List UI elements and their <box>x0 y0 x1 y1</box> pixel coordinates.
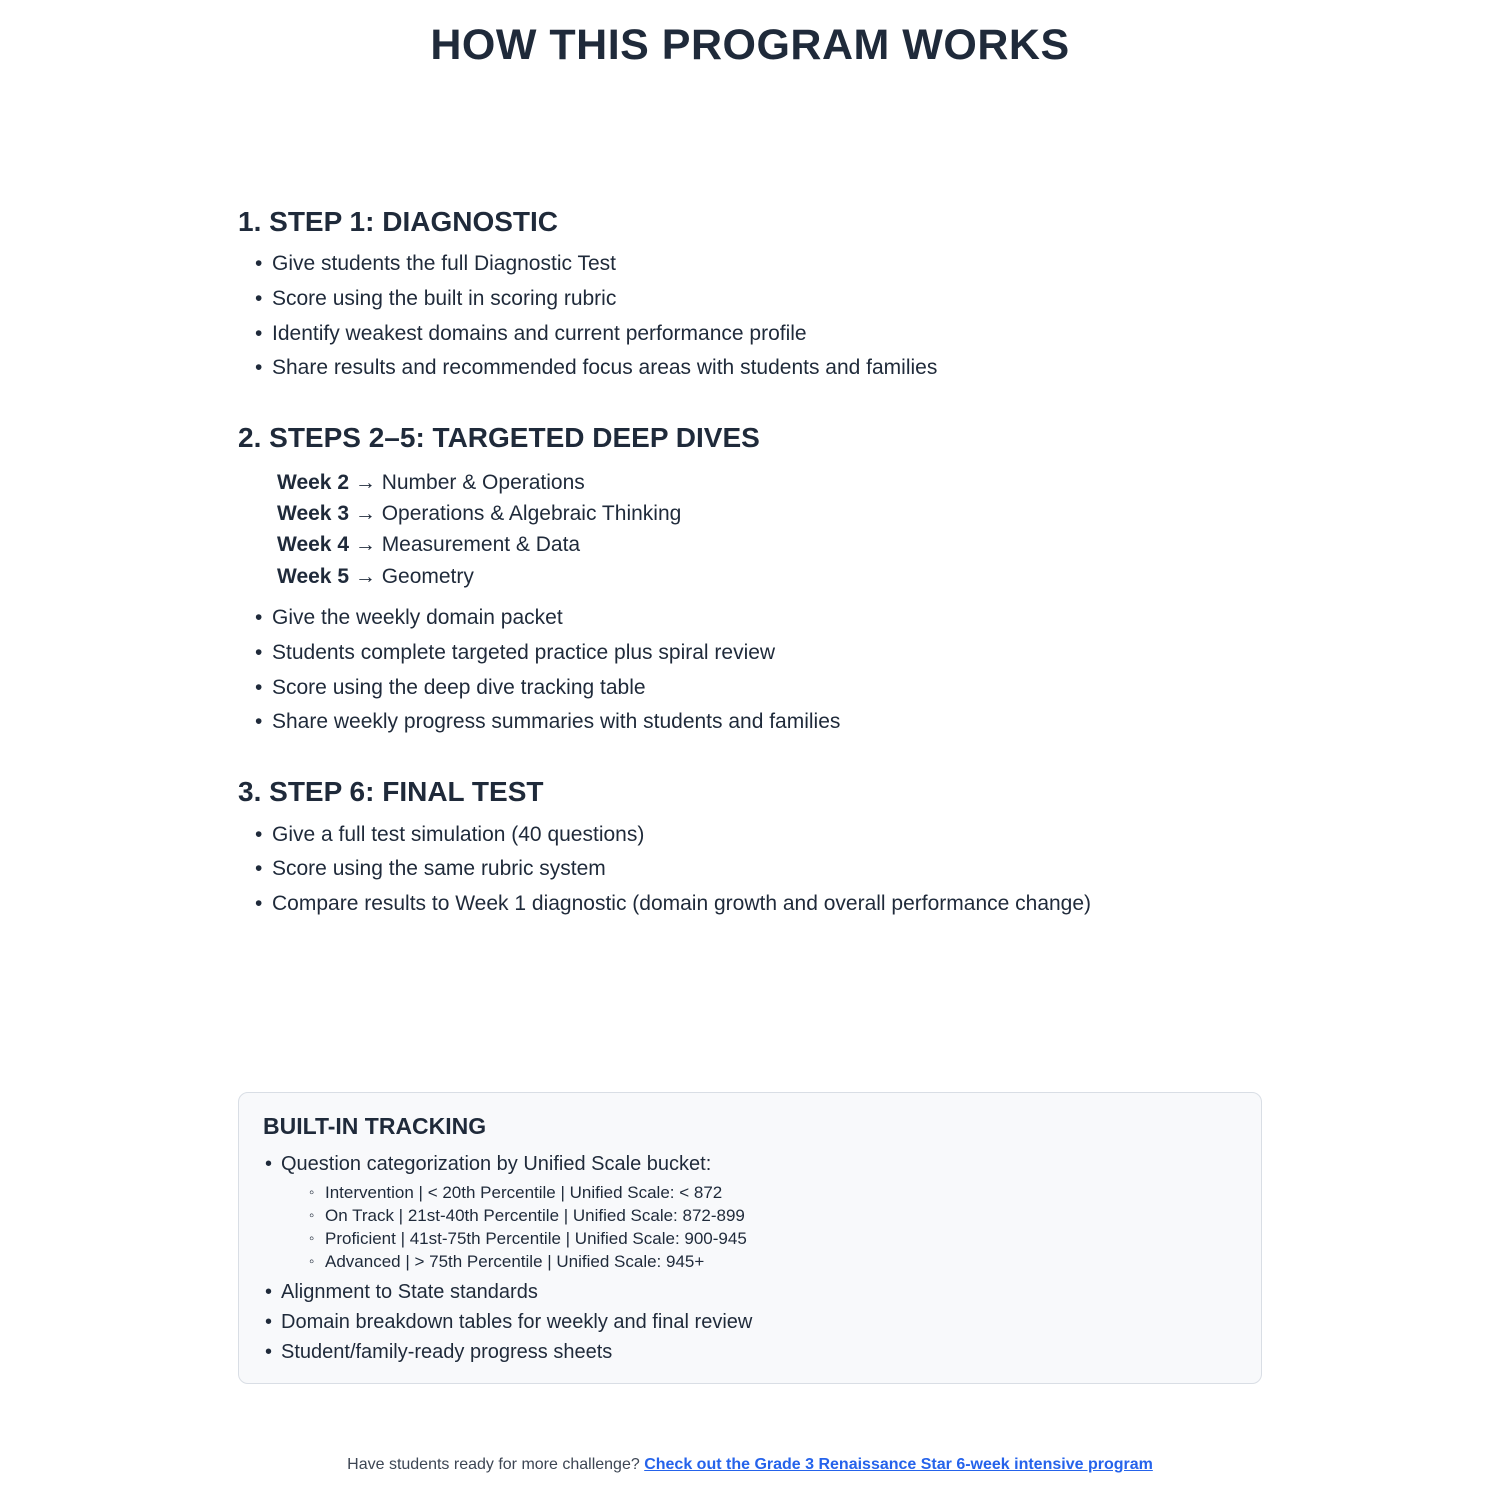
section-number: 1. <box>238 205 262 237</box>
week-mapping <box>238 561 1262 592</box>
footer-program-link[interactable]: Check out the Grade 3 Renaissance Star 6-week intensive program <box>644 1455 1153 1473</box>
week-mapping <box>238 467 1262 498</box>
scale-bucket-advanced: ◦ Advanced | > 75th Percentile | Unified Scale: 945+ <box>281 1250 1237 1273</box>
categorization-label: Question categorization by Unified Scale bucket: <box>281 1152 712 1175</box>
section-title: STEP 1: DIAGNOSTIC <box>269 205 558 237</box>
week-label: Week 3 <box>277 502 349 525</box>
section-step-6-final-test <box>238 775 1262 922</box>
section-number: 2. <box>238 422 262 453</box>
week-topic: Measurement & Data <box>381 533 581 557</box>
week-mapping <box>238 529 1262 560</box>
section-title: STEPS 2–5: TARGETED DEEP DIVES <box>269 422 760 453</box>
section-steps-2-5-deep-dives <box>238 421 1262 740</box>
footer <box>238 1454 1262 1476</box>
steps-list <box>238 205 1262 922</box>
page-title: HOW THIS PROGRAM WORKS <box>430 21 1070 69</box>
week-label: Week 5 <box>277 564 349 588</box>
scale-bucket-on-track: ◦ On Track | 21st-40th Percentile | Unified Scale: 872-899 <box>281 1204 1237 1227</box>
bullet-item: • Compare results to Week 1 diagnostic (domain growth and overall performance change) <box>238 887 1262 922</box>
bullet-list <box>238 601 1262 740</box>
arrow-right-icon: → <box>354 470 376 494</box>
arrow-right-icon: → <box>354 502 376 525</box>
bullet-item: • Student/family-ready progress sheets <box>263 1337 1237 1367</box>
arrow-right-icon: → <box>354 564 376 588</box>
week-label: Week 2 <box>277 470 349 494</box>
week-label: Week 4 <box>277 533 349 557</box>
section-heading <box>238 421 1262 455</box>
section-heading <box>238 775 1262 809</box>
bullet-item-categorization <box>263 1149 1237 1274</box>
bullet-item: • Give the weekly domain packet <box>238 601 1262 636</box>
bullet-list <box>238 818 1262 922</box>
bullet-list <box>238 247 1262 386</box>
bullet-item: • Score using the built in scoring rubric <box>238 282 1262 317</box>
bullet-item: • Share results and recommended focus areas with students and families <box>238 351 1262 386</box>
bullet-item: • Score using the deep dive tracking table <box>238 671 1262 706</box>
week-topic: Number & Operations <box>381 470 585 494</box>
bullet-item: • Score using the same rubric system <box>238 852 1262 887</box>
tracking-panel-title: BUILT-IN TRACKING <box>263 1112 487 1139</box>
built-in-tracking-panel <box>238 1092 1262 1384</box>
week-topic: Geometry <box>381 564 474 588</box>
bullet-item: • Domain breakdown tables for weekly and final review <box>263 1307 1237 1337</box>
bullet-item: • Give students the full Diagnostic Test <box>238 247 1262 282</box>
bullet-item: • Share weekly progress summaries with students and families <box>238 705 1262 740</box>
scale-bucket-proficient: ◦ Proficient | 41st-75th Percentile | Unified Scale: 900-945 <box>281 1227 1237 1250</box>
arrow-right-icon: → <box>354 533 376 557</box>
tracking-bullet-list <box>263 1149 1237 1367</box>
bullet-item: • Identify weakest domains and current performance profile <box>238 317 1262 352</box>
section-title: STEP 6: FINAL TEST <box>269 776 544 808</box>
document-page <box>238 0 1262 1476</box>
scale-bucket-intervention: ◦ Intervention | < 20th Percentile | Unified Scale: < 872 <box>281 1181 1237 1204</box>
bullet-item: • Students complete targeted practice plus spiral review <box>238 636 1262 671</box>
week-mapping <box>238 498 1262 529</box>
section-heading <box>238 205 1262 239</box>
week-schedule <box>238 467 1262 593</box>
section-step-1-diagnostic <box>238 205 1262 386</box>
bullet-item: • Give a full test simulation (40 questions) <box>238 818 1262 853</box>
week-topic: Operations & Algebraic Thinking <box>381 502 682 525</box>
bullet-item: • Alignment to State standards <box>263 1277 1237 1307</box>
footer-prompt: Have students ready for more challenge? <box>347 1455 640 1473</box>
scale-bucket-list <box>281 1181 1237 1274</box>
section-number: 3. <box>238 776 262 808</box>
